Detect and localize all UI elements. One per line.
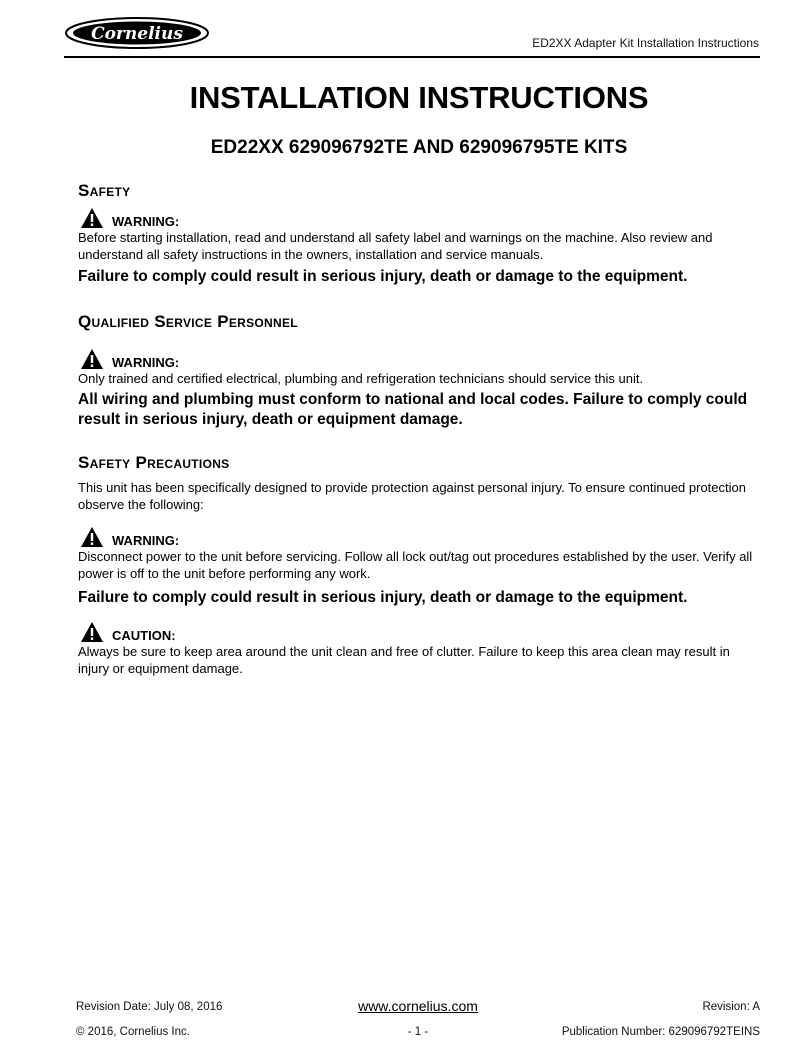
page-title: INSTALLATION INSTRUCTIONS [189, 80, 649, 115]
warning-label: WARNING: [112, 355, 180, 370]
page-subtitle: ED22XX 629096792TE AND 629096795TE KITS [210, 137, 628, 158]
warning-row [78, 205, 760, 229]
cornelius-logo [64, 16, 210, 50]
revision: Revision: A [702, 1001, 760, 1013]
warning-label: WARNING: [112, 214, 180, 229]
emphasis-text: Failure to comply could result in serious injury, death or damage to the equipment. [78, 268, 688, 285]
header-doc-title: ED2XX Adapter Kit Installation Instructions [532, 36, 759, 50]
warning-text: Disconnect power to the unit before servicing. Follow all lock out/tag out procedures established by the user. Verify all power is off to the unit before performing any work. [78, 549, 753, 581]
section-heading-safety: Safety [78, 181, 131, 200]
caution-label: CAUTION: [112, 628, 176, 643]
section-safety-precautions [78, 452, 760, 677]
publication-number: Publication Number: 629096792TEINS [561, 1026, 760, 1038]
warning-text: Before starting installation, read and understand all safety label and warnings on the machine. Also review and understand all safety instructions in the owners, installation and service manuals. [78, 230, 713, 262]
warning-triangle-icon [80, 526, 104, 548]
warning-row [78, 346, 760, 370]
caution-row [78, 619, 760, 643]
section-heading-precautions: Safety Precautions [78, 453, 230, 472]
website-link-wrapper [76, 998, 760, 1014]
precautions-intro: This unit has been specifically designed to provide protection against personal injury. To ensure continued protection observe the following: [78, 480, 746, 512]
header-divider [64, 56, 760, 58]
revision-date: Revision Date: July 08, 2016 [76, 1001, 223, 1013]
caution-triangle-icon [80, 621, 104, 643]
website-link[interactable]: www.cornelius.com [358, 998, 478, 1014]
warning-triangle-icon [80, 207, 104, 229]
footer-row-1 [76, 998, 760, 1016]
emphasis-text: All wiring and plumbing must conform to national and local codes. Failure to comply could result in serious injury, death or equipment damage. [78, 391, 748, 428]
emphasis-text: Failure to comply could result in serious injury, death or damage to the equipment. [78, 589, 688, 606]
copyright: © 2016, Cornelius Inc. [76, 1026, 190, 1038]
footer-row-2 [76, 1026, 760, 1042]
section-safety [78, 180, 760, 287]
warning-triangle-icon [80, 348, 104, 370]
page-number: - 1 - [407, 1026, 429, 1038]
main-content [78, 78, 760, 677]
caution-text: Always be sure to keep area around the unit clean and free of clutter. Failure to keep this area clean may result in injury or equipment damage. [78, 644, 730, 676]
warning-text: Only trained and certified electrical, plumbing and refrigeration technicians should service this unit. [78, 371, 644, 386]
warning-row [78, 524, 760, 548]
warning-label: WARNING: [112, 533, 180, 548]
section-qualified-personnel [78, 311, 760, 430]
logo-wordmark: Cornelius [91, 24, 183, 44]
section-heading-qualified: Qualified Service Personnel [78, 312, 298, 331]
